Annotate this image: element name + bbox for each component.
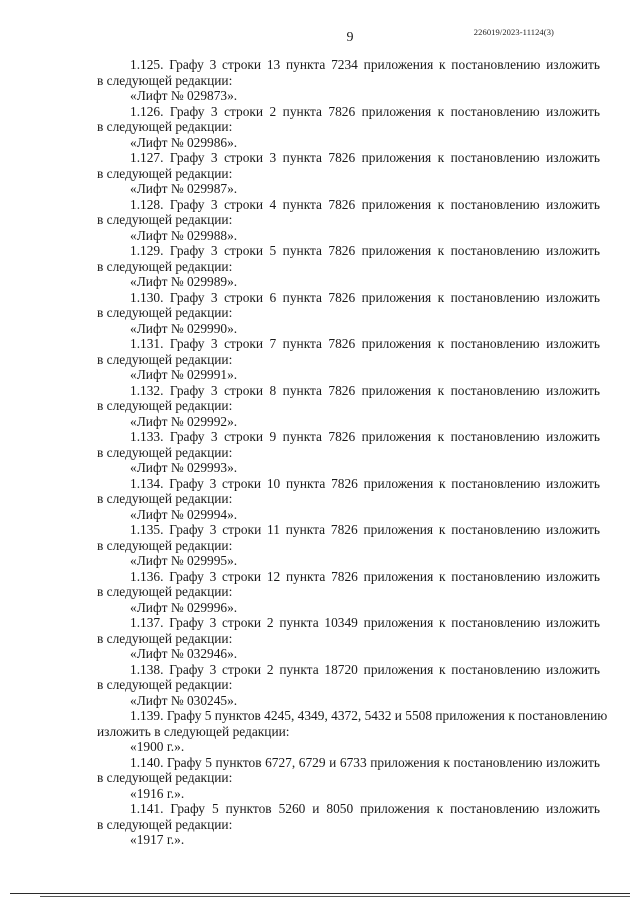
clause-1-138 <box>97 662 600 709</box>
clause-new-text: «1916 г.». <box>130 785 185 801</box>
clause-new-text: «Лифт № 029873». <box>130 88 238 103</box>
clause-heading: 1.135. Графу 3 строки 11 пункта 7826 приложения к постановлению изложить <box>130 522 600 537</box>
clause-continuation: в следующей редакции: <box>97 816 233 832</box>
clause-continuation: в следующей редакции: <box>97 444 233 460</box>
clause-1-139 <box>97 708 608 755</box>
clause-continuation: изложить в следующей редакции: <box>97 723 290 739</box>
clause-continuation: в следующей редакции: <box>97 258 233 274</box>
clause-new-text: «Лифт № 030245». <box>130 692 238 708</box>
clause-new-text: «Лифт № 029987». <box>130 181 238 196</box>
clause-continuation: в следующей редакции: <box>97 584 233 599</box>
clause-heading: 1.134. Графу 3 строки 10 пункта 7826 приложения к постановлению изложить <box>130 475 600 491</box>
document-body <box>97 57 608 848</box>
clause-continuation: в следующей редакции: <box>97 72 233 88</box>
clause-continuation: в следующей редакции: <box>97 165 233 181</box>
clause-1-125 <box>97 57 600 104</box>
clause-1-136 <box>97 569 600 616</box>
clause-1-140 <box>97 755 600 802</box>
clause-new-text: «Лифт № 032946». <box>130 646 238 661</box>
clause-1-127 <box>97 150 600 197</box>
clause-new-text: «Лифт № 029992». <box>130 413 238 429</box>
page-number: 9 <box>346 30 354 45</box>
clause-new-text: «Лифт № 029996». <box>130 599 238 615</box>
clause-new-text: «Лифт № 029989». <box>130 274 238 289</box>
clause-heading: 1.138. Графу 3 строки 2 пункта 18720 приложения к постановлению изложить <box>130 661 600 677</box>
clause-heading: 1.132. Графу 3 строки 8 пункта 7826 приложения к постановлению изложить <box>130 382 600 398</box>
clause-heading: 1.141. Графу 5 пунктов 5260 и 8050 приложения к постановлению изложить <box>130 801 600 816</box>
clause-new-text: «Лифт № 029994». <box>130 506 238 522</box>
clause-continuation: в следующей редакции: <box>97 119 233 134</box>
clause-new-text: «Лифт № 029990». <box>130 320 238 336</box>
clause-heading: 1.131. Графу 3 строки 7 пункта 7826 приложения к постановлению изложить <box>130 336 600 351</box>
clause-continuation: в следующей редакции: <box>97 677 233 692</box>
clause-heading: 1.133. Графу 3 строки 9 пункта 7826 приложения к постановлению изложить <box>130 429 600 444</box>
clause-heading: 1.127. Графу 3 строки 3 пункта 7826 приложения к постановлению изложить <box>130 150 600 165</box>
clause-new-text: «Лифт № 029991». <box>130 367 238 382</box>
bottom-rule-line <box>10 893 630 894</box>
clause-new-text: «Лифт № 029986». <box>130 134 238 150</box>
clause-heading: 1.128. Графу 3 строки 4 пункта 7826 приложения к постановлению изложить <box>130 196 600 212</box>
clause-continuation: в следующей редакции: <box>97 212 233 227</box>
clause-1-129 <box>97 243 600 290</box>
clause-new-text: «Лифт № 029995». <box>130 553 238 568</box>
clause-1-128 <box>97 197 600 244</box>
clause-heading: 1.129. Графу 3 строки 5 пункта 7826 приложения к постановлению изложить <box>130 243 600 258</box>
document-code: 226019/2023-11124(3) <box>473 27 554 37</box>
clause-1-126 <box>97 104 600 151</box>
clause-continuation: в следующей редакции: <box>97 770 233 785</box>
clause-continuation: в следующей редакции: <box>97 398 233 413</box>
clause-continuation: в следующей редакции: <box>97 351 233 367</box>
clause-heading: 1.126. Графу 3 строки 2 пункта 7826 приложения к постановлению изложить <box>130 103 600 119</box>
clause-1-141 <box>97 801 600 848</box>
clause-1-134 <box>97 476 600 523</box>
clause-continuation: в следующей редакции: <box>97 630 233 646</box>
clause-new-text: «1900 г.». <box>130 739 185 754</box>
clause-continuation: в следующей редакции: <box>97 537 233 553</box>
clause-new-text: «Лифт № 029993». <box>130 460 238 475</box>
clause-1-130 <box>97 290 600 337</box>
bottom-rule-line <box>40 896 630 897</box>
clause-1-135 <box>97 522 600 569</box>
clause-1-133 <box>97 429 600 476</box>
clause-continuation: в следующей редакции: <box>97 491 233 506</box>
clause-new-text: «1917 г.». <box>130 832 185 847</box>
clause-1-132 <box>97 383 600 430</box>
clause-heading: 1.140. Графу 5 пунктов 6727, 6729 и 6733 приложения к постановлению изложить <box>130 754 600 770</box>
clause-heading: 1.136. Графу 3 строки 12 пункта 7826 приложения к постановлению изложить <box>130 568 600 584</box>
clause-1-137 <box>97 615 600 662</box>
clause-continuation: в следующей редакции: <box>97 305 233 320</box>
clause-new-text: «Лифт № 029988». <box>130 227 238 243</box>
clause-heading: 1.130. Графу 3 строки 6 пункта 7826 приложения к постановлению изложить <box>130 289 600 305</box>
clause-heading: 1.125. Графу 3 строки 13 пункта 7234 приложения к постановлению изложить <box>130 57 600 72</box>
clause-heading: 1.139. Графу 5 пунктов 4245, 4349, 4372, 5432 и 5508 приложения к постановлению <box>130 708 608 723</box>
clause-1-131 <box>97 336 600 383</box>
clause-heading: 1.137. Графу 3 строки 2 пункта 10349 приложения к постановлению изложить <box>130 615 600 630</box>
